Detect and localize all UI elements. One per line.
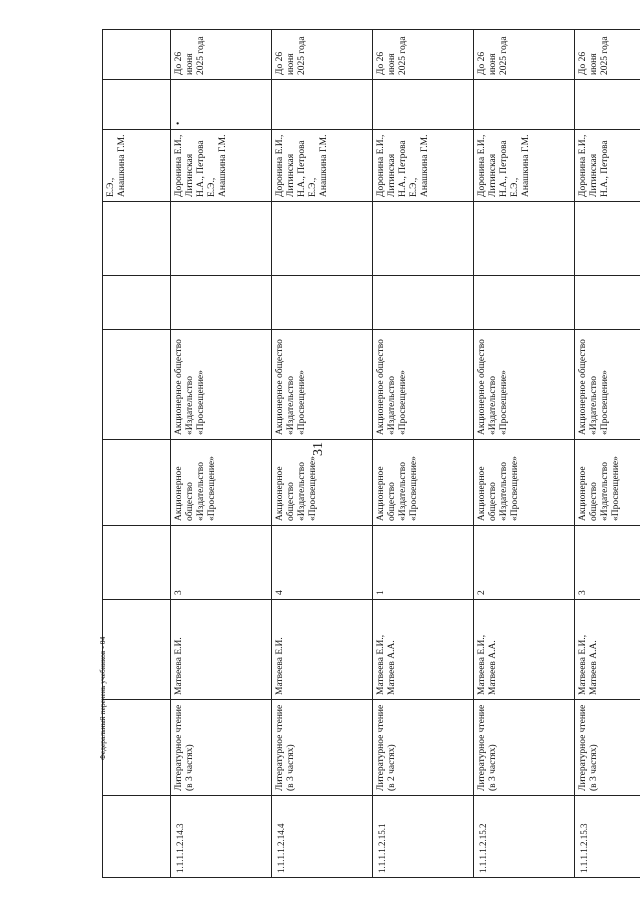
authors-cell: Матвеева Е.И. [171, 600, 272, 700]
title-cell [103, 700, 171, 796]
empty-cell [103, 276, 171, 330]
grade-cell [103, 526, 171, 600]
empty-cell [575, 276, 640, 330]
deadline-cell: До 26 июня 2025 года [373, 30, 474, 80]
publisher-cell: Акционерное общество «Издательство «Просвещение» [575, 440, 640, 526]
empty-cell [575, 202, 640, 276]
reviewers-cell: Доронина Е.И., Литинская Н.А., Петрова [575, 130, 640, 202]
empty-cell [103, 202, 171, 276]
authors-cell: Матвеева Е.И., Матвеев А.А. [474, 600, 575, 700]
title-cell: Литературное чтение (в 2 частях) [373, 700, 474, 796]
code-cell: 1.1.1.1.2.15.3 [575, 796, 640, 878]
page-number: 31 [311, 442, 326, 456]
publisher2-cell: Акционерное общество «Издательство «Просвещение» [474, 330, 575, 440]
empty-cell [373, 202, 474, 276]
empty-cell [474, 202, 575, 276]
mark-cell: • [171, 80, 272, 130]
reviewers-cell: Доронина Е.И., Литинская Н.А., Петрова Е.Э., Анашкина Г.М. [474, 130, 575, 202]
publisher-cell: Акционерное общество «Издательство «Просвещение» [272, 440, 373, 526]
empty-cell [272, 276, 373, 330]
publisher-cell: Акционерное общество «Издательство «Просвещение» [373, 440, 474, 526]
authors-cell: Матвеева Е.И., Матвеев А.А. [373, 600, 474, 700]
code-cell: 1.1.1.1.2.14.3 [171, 796, 272, 878]
table-row [373, 30, 474, 878]
publisher-cell: Акционерное общество «Издательство «Просвещение» [474, 440, 575, 526]
mark-cell [575, 80, 640, 130]
deadline-cell [103, 30, 171, 80]
empty-cell [171, 276, 272, 330]
empty-cell [373, 276, 474, 330]
table-row [171, 30, 272, 878]
grade-cell: 3 [575, 526, 640, 600]
table-row [272, 30, 373, 878]
publisher2-cell: Акционерное общество «Издательство «Просвещение» [171, 330, 272, 440]
deadline-cell: До 26 июня 2025 года [575, 30, 640, 80]
publisher-cell: Акционерное общество «Издательство «Просвещение» [171, 440, 272, 526]
reviewers-cell: Доронина Е.И., Литинская Н.А., Петрова Е.Э., Анашкина Г.М. [373, 130, 474, 202]
title-cell: Литературное чтение (в 3 частях) [171, 700, 272, 796]
table-row [474, 30, 575, 878]
empty-cell [474, 276, 575, 330]
footer-text: Федеральный перечень учебников - 04 [98, 636, 107, 760]
table-body [103, 30, 640, 878]
title-cell: Литературное чтение (в 3 частях) [474, 700, 575, 796]
table-row [103, 30, 171, 878]
publisher2-cell: Акционерное общество «Издательство «Просвещение» [272, 330, 373, 440]
deadline-cell: До 26 июня 2025 года [272, 30, 373, 80]
publisher2-cell: Акционерное общество «Издательство «Просвещение» [373, 330, 474, 440]
table-row [575, 30, 640, 878]
grade-cell: 4 [272, 526, 373, 600]
code-cell [103, 796, 171, 878]
code-cell: 1.1.1.1.2.14.4 [272, 796, 373, 878]
grade-cell: 1 [373, 526, 474, 600]
authors-cell [103, 600, 171, 700]
code-cell: 1.1.1.1.2.15.1 [373, 796, 474, 878]
textbook-table-rotated [102, 30, 621, 878]
empty-cell [171, 202, 272, 276]
publisher2-cell: Акционерное общество «Издательство «Просвещение» [575, 330, 640, 440]
title-cell: Литературное чтение (в 3 частях) [575, 700, 640, 796]
authors-cell: Матвеева Е.И., Матвеев А.А. [575, 600, 640, 700]
textbook-table [102, 29, 640, 878]
empty-cell [272, 202, 373, 276]
publisher-cell [103, 440, 171, 526]
deadline-cell: До 26 июня 2025 года [171, 30, 272, 80]
reviewers-cell: Доронина Е.И., Литинская Н.А., Петрова Е.Э., Анашкина Г.М. [272, 130, 373, 202]
mark-cell [474, 80, 575, 130]
reviewers-cell: Доронина Е.И., Литинская Н.А., Петрова Е.Э., Анашкина Г.М. [171, 130, 272, 202]
mark-cell [272, 80, 373, 130]
grade-cell: 3 [171, 526, 272, 600]
publisher2-cell [103, 330, 171, 440]
authors-cell: Матвеева Е.И. [272, 600, 373, 700]
grade-cell: 2 [474, 526, 575, 600]
mark-cell [103, 80, 171, 130]
reviewers-cell: Е.Э., Анашкина Г.М. [103, 130, 171, 202]
deadline-cell: До 26 июня 2025 года [474, 30, 575, 80]
title-cell: Литературное чтение (в 3 частях) [272, 700, 373, 796]
mark-cell [373, 80, 474, 130]
code-cell: 1.1.1.1.2.15.2 [474, 796, 575, 878]
